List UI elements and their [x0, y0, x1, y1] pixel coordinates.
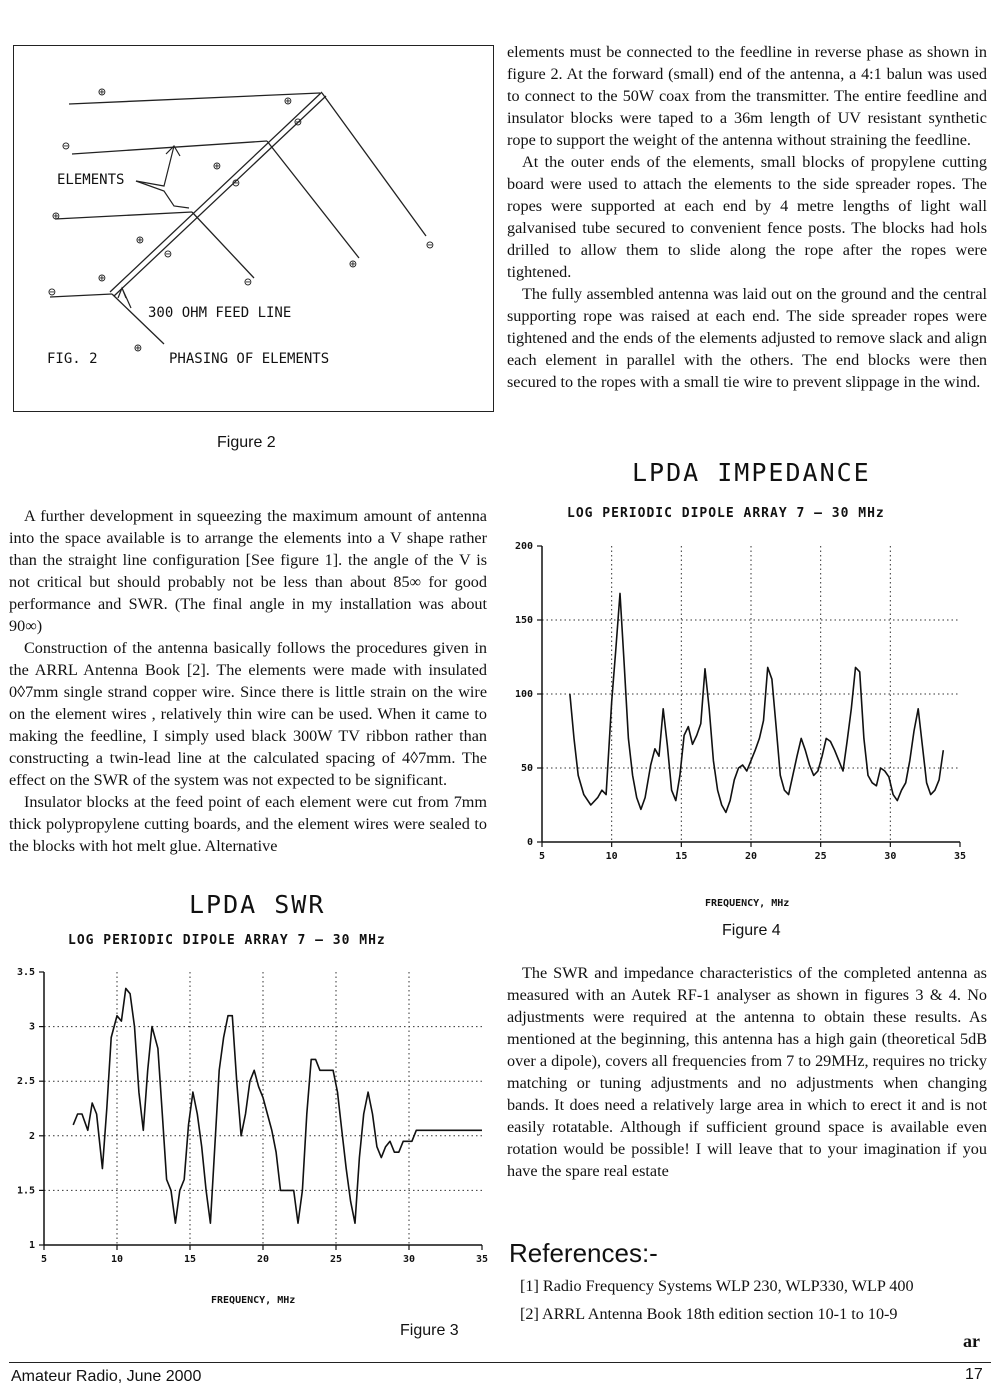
impedance-chart-xtick-label: 25	[814, 851, 827, 862]
svg-text:⊖: ⊖	[244, 275, 252, 290]
svg-text:⊕: ⊕	[98, 271, 106, 286]
svg-text:⊕: ⊕	[284, 94, 292, 109]
svg-text:⊕: ⊕	[136, 233, 144, 248]
impedance-chart-title: LPDA IMPEDANCE	[632, 458, 871, 487]
paragraph: A further development in squeezing the maximum amount of antenna into the space available is to arrange the elements into a V shape rather than the straight line configuration [See figure 1]. the angle of the V is not critical but should probably not be less than about 85∞ for good performance and SWR. (The final angle in my installation was about 90∞)	[9, 507, 487, 635]
footer-publication: Amateur Radio, June 2000	[11, 1368, 202, 1385]
figure-4-caption: Figure 4	[722, 922, 781, 939]
swr-chart-xtick-label: 20	[256, 1254, 270, 1265]
svg-text:⊕: ⊕	[213, 159, 221, 174]
swr-chart-ytick-label: 3.5	[16, 967, 35, 978]
swr-chart-xtick-label: 30	[402, 1254, 416, 1265]
svg-text:⊕: ⊕	[52, 209, 60, 224]
swr-chart-ytick-label: 3	[28, 1021, 35, 1033]
svg-text:⊕: ⊕	[349, 257, 357, 272]
impedance-chart-xtick-label: 20	[744, 851, 758, 862]
impedance-chart-ytick-label: 150	[514, 615, 533, 626]
impedance-chart-subtitle: LOG PERIODIC DIPOLE ARRAY 7 – 30 MHz	[567, 506, 885, 521]
impedance-chart-xtick-label: 35	[953, 851, 967, 862]
references-heading: References:-	[509, 1238, 658, 1268]
swr-chart-xtick-label: 35	[475, 1254, 489, 1265]
swr-chart-xtick-label: 10	[110, 1254, 124, 1265]
paragraph: Insulator blocks at the feed point of each element were cut from 7mm thick polypropylene cutting boards, and the element wires were sealed to the blocks with hot melt glue. Alternative	[9, 793, 487, 855]
svg-text:⊖: ⊖	[426, 238, 434, 253]
paragraph: At the outer ends of the elements, small blocks of propylene cutting board were used to attach the elements to the side spreader ropes. The ropes were supported at each end by 4 metre lengths of light wall galvanised tube secured to convenient fence posts. The blocks had hols drilled to allow them to slide along the rope after the ropes were tightened.	[507, 153, 987, 281]
elements-label: ELEMENTS	[57, 172, 125, 188]
reference-item: [2] ARRL Antenna Book 18th edition section 10-1 to 10-9	[520, 1305, 898, 1323]
impedance-chart-series-line	[570, 593, 943, 812]
swr-chart	[0, 960, 495, 1275]
footer-rule	[9, 1362, 991, 1363]
swr-chart-subtitle: LOG PERIODIC DIPOLE ARRAY 7 – 30 MHz	[68, 933, 386, 948]
swr-chart-xtick-label: 15	[183, 1254, 197, 1265]
footer-page-number: 17	[965, 1366, 983, 1383]
impedance-chart-xlabel: FREQUENCY, MHz	[705, 898, 790, 909]
svg-text:⊕: ⊕	[98, 85, 106, 100]
swr-chart-xtick-label: 5	[40, 1254, 48, 1265]
svg-text:⊖: ⊖	[48, 285, 56, 300]
swr-chart-xtick-label: 25	[329, 1254, 343, 1265]
impedance-chart-xtick-label: 10	[605, 851, 618, 862]
paragraph: The fully assembled antenna was laid out on the ground and the central supporting rope was raised at each end. The side spreader ropes were tightened and the ends of the elements adjusted to remove slack and align each element in parallel with the others. The end blocks were then secured to the ropes with a small tie wire to prevent slippage in the wind.	[507, 285, 987, 391]
swr-chart-ytick-label: 2	[28, 1130, 35, 1142]
phasing-label: PHASING OF ELEMENTS	[169, 351, 330, 367]
impedance-chart-ytick-label: 100	[514, 689, 533, 700]
figure-3-caption: Figure 3	[400, 1322, 459, 1339]
paragraph: Construction of the antenna basically follows the procedures given in the ARRL Antenna Book [2]. The elements were made with insulated 0◊7mm single strand copper wire. Since there is little strain on the wire on the element wires , relatively thin wire can be used. When it came to making the feedline, I simply used black 300W TV ribbon rather than constructing a twin-lead line at the calculated spacing of 4◊7mm. The effect on the SWR of the system was not expected to be significant.	[9, 639, 487, 789]
swr-chart-ytick-label: 1.5	[16, 1185, 35, 1197]
right-column-top	[507, 41, 987, 393]
impedance-chart-ytick-label: 200	[514, 541, 533, 552]
swr-chart-title: LPDA SWR	[189, 890, 326, 919]
impedance-chart-xtick-label: 30	[884, 851, 897, 862]
swr-chart-ytick-label: 1	[28, 1240, 35, 1251]
figure-2	[13, 45, 494, 412]
impedance-chart-xtick-label: 15	[675, 851, 688, 862]
svg-text:⊕: ⊕	[134, 341, 142, 356]
swr-chart-xlabel: FREQUENCY, MHz	[211, 1295, 296, 1306]
figure-2-caption: Figure 2	[217, 434, 276, 451]
svg-text:⊖: ⊖	[232, 176, 240, 191]
swr-chart-ytick-label: 2.5	[16, 1076, 35, 1088]
impedance-chart	[500, 530, 980, 870]
svg-text:⊖: ⊖	[294, 115, 302, 130]
paragraph: The SWR and impedance characteristics of the completed antenna as measured with an Autek RF-1 analyser as shown in figures 3 & 4. No adjustments were required at the antenna to obtain these results. As mentioned at the beginning, this antenna has a high gain (theoretical 5dB over a dipole), covers all frequencies from 7 to 29MHz, requires no tricky matching or tuning adjustments and no adjustments when changing bands. It does need a relatively large area in which to erect it and is not easily rotatable. Although if sufficient ground space is available even rotation would be possible! I will leave that to your imagination if you have the spare real estate	[507, 964, 987, 1180]
left-column-text	[9, 505, 487, 857]
swr-chart-series-line	[73, 988, 482, 1223]
right-column-bottom	[507, 962, 987, 1182]
paragraph: elements must be connected to the feedline in reverse phase as shown in figure 2. At the forward (small) end of the antenna, a 4:1 balun was used to connect to the 50W coax from the transmitter. The entire feedline and insulator blocks were taped to a 36m length of UV resistant synthetic rope to support the weight of the antenna without straining the feedline.	[507, 43, 987, 149]
svg-text:⊖: ⊖	[62, 139, 70, 154]
reference-item: [1] Radio Frequency Systems WLP 230, WLP330, WLP 400	[520, 1277, 914, 1295]
svg-text:⊖: ⊖	[164, 247, 172, 262]
author-sign: ar	[963, 1331, 980, 1351]
feed-line-label: 300 OHM FEED LINE	[148, 305, 292, 321]
impedance-chart-ytick-label: 50	[520, 763, 533, 774]
fig-number-label: FIG. 2	[47, 351, 98, 367]
impedance-chart-ytick-label: 0	[526, 837, 533, 848]
impedance-chart-xtick-label: 5	[538, 851, 546, 862]
